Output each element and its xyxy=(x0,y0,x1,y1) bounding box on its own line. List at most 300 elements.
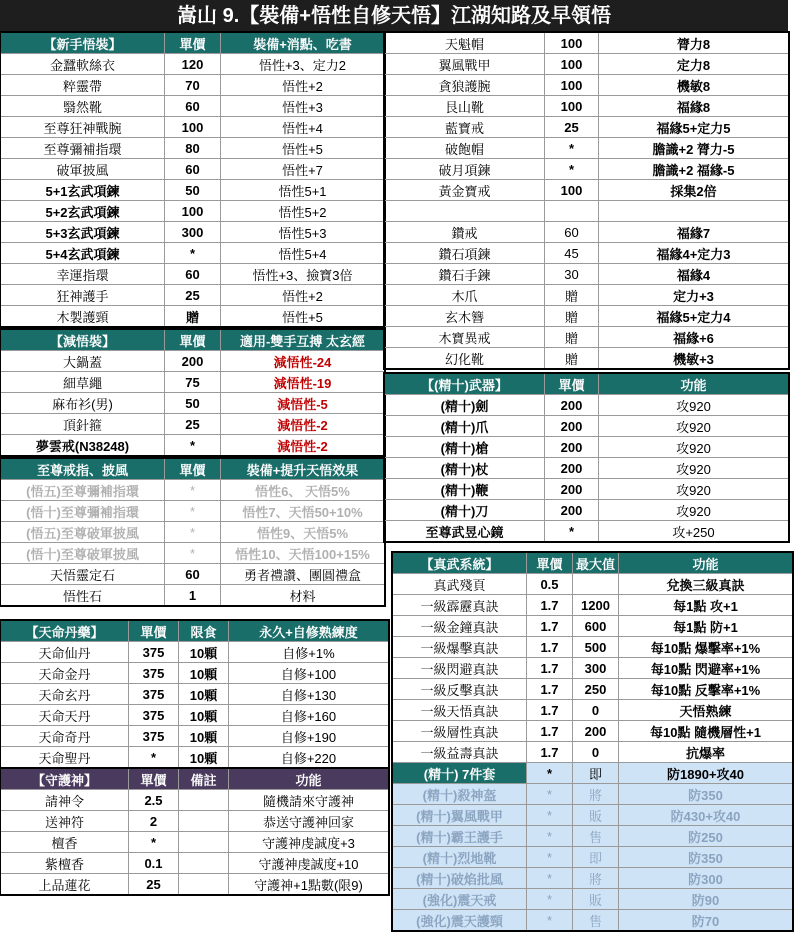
table-row xyxy=(1,372,385,393)
table-cell: * xyxy=(527,826,573,847)
table-cell: 10顆 xyxy=(179,684,229,705)
table-cell: 300 xyxy=(165,222,221,243)
table-cell: 25 xyxy=(165,414,221,435)
table-cell: 1.7 xyxy=(527,742,573,763)
table-cell: 一級金鐘真訣 xyxy=(393,616,527,637)
table-cell: 1.7 xyxy=(527,658,573,679)
header-cell: 【真武系統】 xyxy=(393,553,527,574)
table-cell: 貪狼護腕 xyxy=(385,75,545,96)
table-cell: 防250 xyxy=(619,826,793,847)
table-cell: 天命仙丹 xyxy=(1,642,129,663)
header-row xyxy=(1,330,385,351)
table-cell: 5+4玄武項鍊 xyxy=(1,243,165,264)
table-row xyxy=(1,285,385,306)
table-cell: 上品蓮花 xyxy=(1,874,129,895)
table-cell: 自修+130 xyxy=(229,684,389,705)
header-cell: 【天命丹藥】 xyxy=(1,621,129,642)
table-cell: 200 xyxy=(165,351,221,372)
table-cell: 藍寶戒 xyxy=(385,117,545,138)
table-row xyxy=(1,159,385,180)
table-cell: 福緣4+定力3 xyxy=(599,243,789,264)
table-cell: * xyxy=(165,543,221,564)
table-cell: 售 xyxy=(573,826,619,847)
table-row xyxy=(1,522,385,543)
table-cell: 攻920 xyxy=(599,500,789,521)
table-cell: 0 xyxy=(573,700,619,721)
table-cell xyxy=(573,574,619,595)
table-cell xyxy=(179,790,229,811)
table-cell: 悟性9、天悟5% xyxy=(221,522,385,543)
table-cell: 夢雲戒(N38248) xyxy=(1,435,165,456)
table-row xyxy=(393,805,793,826)
table-cell: (精十)殺神盔 xyxy=(393,784,527,805)
table-cell: 0.5 xyxy=(527,574,573,595)
table-row xyxy=(385,264,789,285)
table-row xyxy=(385,306,789,327)
table-cell: 防90 xyxy=(619,889,793,910)
table-row xyxy=(1,480,385,501)
table-cell: 200 xyxy=(545,479,599,500)
table-row xyxy=(393,679,793,700)
table-cell: 福緣5+定力4 xyxy=(599,306,789,327)
table-cell: (悟十)至尊破軍披風 xyxy=(1,543,165,564)
table-cell: 悟性+2 xyxy=(221,75,385,96)
table-cell: (精十) 7件套 xyxy=(393,763,527,784)
table-row xyxy=(1,96,385,117)
table-row xyxy=(1,705,389,726)
table-cell: 福緣8 xyxy=(599,96,789,117)
header-cell: 【新手悟裝】 xyxy=(1,33,165,54)
table-row xyxy=(1,351,385,372)
table-cell: 1.7 xyxy=(527,721,573,742)
table-cell: 玄木簪 xyxy=(385,306,545,327)
table-cell: 即 xyxy=(573,763,619,784)
table-row xyxy=(385,395,789,416)
table-cell: 至尊狂神戰腕 xyxy=(1,117,165,138)
table-cell: 木寶異戒 xyxy=(385,327,545,348)
table-cell: 幻化靴 xyxy=(385,348,545,369)
table-cell: 500 xyxy=(573,637,619,658)
table-cell: (強化)震天護頸 xyxy=(393,910,527,931)
table-cell: * xyxy=(129,747,179,768)
table-cell: 每10點 爆擊率+1% xyxy=(619,637,793,658)
table-cell: (精十)刀 xyxy=(385,500,545,521)
table-cell xyxy=(179,874,229,895)
header-cell: 功能 xyxy=(229,769,389,790)
table-cell: 減悟性-2 xyxy=(221,435,385,456)
table-cell: * xyxy=(527,868,573,889)
table-cell: 75 xyxy=(165,372,221,393)
table-row xyxy=(1,642,389,663)
supreme-gear-table xyxy=(0,458,385,606)
header-cell: 限食 xyxy=(179,621,229,642)
table-row xyxy=(385,180,789,201)
table-cell: 大鍋蓋 xyxy=(1,351,165,372)
table-cell: * xyxy=(545,521,599,542)
table-row xyxy=(393,616,793,637)
table-cell: 100 xyxy=(165,117,221,138)
table-cell: 悟性5+4 xyxy=(221,243,385,264)
table-cell: (悟十)至尊彌補指環 xyxy=(1,501,165,522)
table-cell: 200 xyxy=(545,395,599,416)
reduce-gear-table xyxy=(0,329,385,456)
table-row xyxy=(385,33,789,54)
table-cell: 60 xyxy=(165,96,221,117)
table-cell: 0.1 xyxy=(129,853,179,874)
table-cell: 天命聖丹 xyxy=(1,747,129,768)
table-cell: 防70 xyxy=(619,910,793,931)
table-row xyxy=(1,790,389,811)
table-cell: 防430+攻40 xyxy=(619,805,793,826)
table-cell: 一級天悟真訣 xyxy=(393,700,527,721)
header-cell: 裝備+提升天悟效果 xyxy=(221,459,385,480)
table-row xyxy=(393,700,793,721)
table-cell: 一級益壽真訣 xyxy=(393,742,527,763)
table-cell: 翼風戰甲 xyxy=(385,54,545,75)
table-cell: 攻920 xyxy=(599,458,789,479)
table-row xyxy=(1,243,385,264)
table-cell: 攻+250 xyxy=(599,521,789,542)
header-cell: 永久+自修熟練度 xyxy=(229,621,389,642)
table-cell: * xyxy=(545,159,599,180)
table-cell: 抗爆率 xyxy=(619,742,793,763)
table-cell: 金蠶軟絲衣 xyxy=(1,54,165,75)
pills-table xyxy=(0,620,389,768)
table-cell: 10顆 xyxy=(179,642,229,663)
table-cell: 60 xyxy=(165,564,221,585)
table-cell: 攻920 xyxy=(599,479,789,500)
table-cell: 自修+220 xyxy=(229,747,389,768)
table-cell: * xyxy=(527,910,573,931)
table-cell: 1.7 xyxy=(527,679,573,700)
table-cell: 請神令 xyxy=(1,790,129,811)
table-row xyxy=(1,585,385,606)
table-cell: 木製護頸 xyxy=(1,306,165,327)
table-cell xyxy=(545,201,599,222)
table-row xyxy=(1,138,385,159)
table-cell: 定力+3 xyxy=(599,285,789,306)
table-row xyxy=(385,327,789,348)
table-row xyxy=(1,180,385,201)
table-cell: 200 xyxy=(545,500,599,521)
table-cell: 1 xyxy=(165,585,221,606)
table-cell: 200 xyxy=(545,458,599,479)
weapons-table xyxy=(384,373,789,542)
header-cell: 單價 xyxy=(165,330,221,351)
table-cell: 破軍披風 xyxy=(1,159,165,180)
table-cell: 375 xyxy=(129,726,179,747)
table-cell: * xyxy=(527,805,573,826)
table-row xyxy=(1,853,389,874)
table-cell: 售 xyxy=(573,910,619,931)
table-cell: 破月項鍊 xyxy=(385,159,545,180)
table-cell: 一級爆擊真訣 xyxy=(393,637,527,658)
table-cell: 減悟性-19 xyxy=(221,372,385,393)
table-row xyxy=(1,117,385,138)
table-row xyxy=(385,96,789,117)
table-cell: 減悟性-5 xyxy=(221,393,385,414)
table-cell: 每10點 隨機層性+1 xyxy=(619,721,793,742)
table-cell: 120 xyxy=(165,54,221,75)
table-cell: 守護神虔誠度+10 xyxy=(229,853,389,874)
table-cell: 至尊彌補指環 xyxy=(1,138,165,159)
table-cell: 80 xyxy=(165,138,221,159)
attribute-gear-table xyxy=(384,32,789,369)
table-cell: 2 xyxy=(129,811,179,832)
table-cell: 25 xyxy=(545,117,599,138)
table-row xyxy=(385,416,789,437)
table-cell: 悟性7、天悟50+10% xyxy=(221,501,385,522)
table-row xyxy=(385,458,789,479)
table-cell: 天命玄丹 xyxy=(1,684,129,705)
table-cell: (悟五)至尊彌補指環 xyxy=(1,480,165,501)
table-cell: 5+3玄武項鍊 xyxy=(1,222,165,243)
table-cell: (精十)鞭 xyxy=(385,479,545,500)
table-cell: 自修+190 xyxy=(229,726,389,747)
table-row xyxy=(385,159,789,180)
table-cell: (精十)爪 xyxy=(385,416,545,437)
table-cell: 販 xyxy=(573,889,619,910)
table-cell: 25 xyxy=(165,285,221,306)
table-row xyxy=(1,747,389,768)
table-row xyxy=(385,479,789,500)
header-cell: 最大值 xyxy=(573,553,619,574)
table-cell: 200 xyxy=(545,437,599,458)
table-cell: 天悟熟練 xyxy=(619,700,793,721)
novice-gear-table xyxy=(0,32,385,327)
header-cell: 至尊戒指、披風 xyxy=(1,459,165,480)
table-cell: 悟性+2 xyxy=(221,285,385,306)
table-cell: (精十)劍 xyxy=(385,395,545,416)
table-cell: 減悟性-24 xyxy=(221,351,385,372)
table-cell: 攻920 xyxy=(599,416,789,437)
table-row xyxy=(385,500,789,521)
header-cell: 單價 xyxy=(165,459,221,480)
table-cell: 1200 xyxy=(573,595,619,616)
table-cell: 鑽戒 xyxy=(385,222,545,243)
table-cell: 60 xyxy=(165,264,221,285)
table-cell: 細草繩 xyxy=(1,372,165,393)
table-row xyxy=(1,222,385,243)
table-cell: 頂針箍 xyxy=(1,414,165,435)
table-row xyxy=(393,847,793,868)
table-cell: * xyxy=(129,832,179,853)
table-row xyxy=(385,138,789,159)
table-cell: (精十)翼風戰甲 xyxy=(393,805,527,826)
table-cell: 勇者禮讚、團圓禮盒 xyxy=(221,564,385,585)
table-cell: 販 xyxy=(573,805,619,826)
table-cell: 恭送守護神回家 xyxy=(229,811,389,832)
table-row xyxy=(385,348,789,369)
table-cell: 250 xyxy=(573,679,619,700)
header-cell: 備註 xyxy=(179,769,229,790)
table-cell: 天命金丹 xyxy=(1,663,129,684)
header-cell: 單價 xyxy=(129,621,179,642)
table-cell: 防350 xyxy=(619,847,793,868)
table-row xyxy=(393,574,793,595)
table-cell: (精十)杖 xyxy=(385,458,545,479)
table-cell: 100 xyxy=(545,96,599,117)
table-cell: 悟性+3、定力2 xyxy=(221,54,385,75)
table-cell: 贈 xyxy=(545,348,599,369)
table-cell: (精十)破焰批風 xyxy=(393,868,527,889)
table-cell: 300 xyxy=(573,658,619,679)
table-row xyxy=(393,889,793,910)
table-cell: 將 xyxy=(573,784,619,805)
table-row xyxy=(385,117,789,138)
table-cell: 艮山靴 xyxy=(385,96,545,117)
table-cell: 自修+100 xyxy=(229,663,389,684)
table-row xyxy=(385,75,789,96)
header-cell: 單價 xyxy=(545,374,599,395)
header-cell: 單價 xyxy=(129,769,179,790)
table-cell: 送神符 xyxy=(1,811,129,832)
table-cell: 10顆 xyxy=(179,726,229,747)
table-cell: 防300 xyxy=(619,868,793,889)
table-row xyxy=(1,393,385,414)
table-cell: 破飽帽 xyxy=(385,138,545,159)
table-cell: 即 xyxy=(573,847,619,868)
table-cell: 200 xyxy=(545,416,599,437)
table-row xyxy=(393,595,793,616)
table-cell: 1.7 xyxy=(527,637,573,658)
table-cell: 悟性石 xyxy=(1,585,165,606)
table-cell: 福緣5+定力5 xyxy=(599,117,789,138)
table-cell: 100 xyxy=(545,75,599,96)
table-cell: * xyxy=(165,435,221,456)
table-row xyxy=(1,201,385,222)
table-cell: 守護神虔誠度+3 xyxy=(229,832,389,853)
table-row xyxy=(393,763,793,784)
table-cell: 天命天丹 xyxy=(1,705,129,726)
table-cell: 100 xyxy=(545,54,599,75)
table-cell: 隨機請來守護神 xyxy=(229,790,389,811)
table-row xyxy=(1,832,389,853)
table-row xyxy=(1,811,389,832)
table-cell: 粹靈帶 xyxy=(1,75,165,96)
table-cell: 至尊武昱心鏡 xyxy=(385,521,545,542)
table-cell: 材料 xyxy=(221,585,385,606)
table-cell xyxy=(179,832,229,853)
table-cell: 一級層性真訣 xyxy=(393,721,527,742)
table-cell: 悟性+7 xyxy=(221,159,385,180)
table-cell: * xyxy=(527,763,573,784)
table-cell: 100 xyxy=(545,180,599,201)
table-cell: 麻布衫(男) xyxy=(1,393,165,414)
table-row xyxy=(1,75,385,96)
header-row xyxy=(1,459,385,480)
table-cell: 鑽石手鍊 xyxy=(385,264,545,285)
table-cell: * xyxy=(545,138,599,159)
table-cell: 守護神+1點數(限9) xyxy=(229,874,389,895)
table-cell: 紫檀香 xyxy=(1,853,129,874)
table-cell: 福緣7 xyxy=(599,222,789,243)
header-row xyxy=(1,621,389,642)
table-cell: 70 xyxy=(165,75,221,96)
table-row xyxy=(1,306,385,327)
table-cell: 翳然靴 xyxy=(1,96,165,117)
table-cell: 悟性+5 xyxy=(221,306,385,327)
table-cell: 一級霹靂真訣 xyxy=(393,595,527,616)
table-cell: 鑽石項鍊 xyxy=(385,243,545,264)
table-row xyxy=(1,264,385,285)
table-row xyxy=(1,501,385,522)
table-cell: * xyxy=(527,784,573,805)
table-cell: 膂力8 xyxy=(599,33,789,54)
table-cell: 贈 xyxy=(165,306,221,327)
table-cell: 定力8 xyxy=(599,54,789,75)
table-cell: * xyxy=(165,480,221,501)
table-cell: 贈 xyxy=(545,306,599,327)
table-cell: (精十)霸王護手 xyxy=(393,826,527,847)
table-cell: 真武殘頁 xyxy=(393,574,527,595)
table-row xyxy=(393,910,793,931)
table-cell: 悟性+3、撿寶3倍 xyxy=(221,264,385,285)
table-cell: 悟性+3 xyxy=(221,96,385,117)
table-cell: 將 xyxy=(573,868,619,889)
table-cell: 採集2倍 xyxy=(599,180,789,201)
table-row xyxy=(385,243,789,264)
header-cell: 適用-雙手互搏 太玄經 xyxy=(221,330,385,351)
table-row xyxy=(1,874,389,895)
header-cell: 單價 xyxy=(527,553,573,574)
table-cell: 黃金寶戒 xyxy=(385,180,545,201)
table-cell: 自修+1% xyxy=(229,642,389,663)
table-cell: 每1點 攻+1 xyxy=(619,595,793,616)
table-cell xyxy=(599,201,789,222)
table-cell: 攻920 xyxy=(599,395,789,416)
table-row xyxy=(393,658,793,679)
table-cell: 攻920 xyxy=(599,437,789,458)
page-title: 嵩山 9.【裝備+悟性自修天悟】江湖知路及早領悟 xyxy=(0,0,788,32)
table-cell: * xyxy=(165,501,221,522)
table-cell: 30 xyxy=(545,264,599,285)
table-cell: 60 xyxy=(165,159,221,180)
header-cell: 【(精十)武器】 xyxy=(385,374,545,395)
table-row xyxy=(393,784,793,805)
table-row xyxy=(1,414,385,435)
table-row xyxy=(393,637,793,658)
table-cell: 2.5 xyxy=(129,790,179,811)
table-cell: 天魁帽 xyxy=(385,33,545,54)
table-cell xyxy=(385,201,545,222)
table-cell: 一級反擊真訣 xyxy=(393,679,527,700)
header-cell: 【守護神】 xyxy=(1,769,129,790)
table-cell: * xyxy=(165,243,221,264)
table-cell: 每10點 反擊率+1% xyxy=(619,679,793,700)
table-cell: 悟性5+3 xyxy=(221,222,385,243)
table-row xyxy=(393,826,793,847)
table-cell: 天悟靈定石 xyxy=(1,564,165,585)
table-cell: 5+2玄武項鍊 xyxy=(1,201,165,222)
table-cell: 減悟性-2 xyxy=(221,414,385,435)
table-cell: 1.7 xyxy=(527,700,573,721)
table-cell: * xyxy=(527,889,573,910)
table-cell: 45 xyxy=(545,243,599,264)
table-row xyxy=(385,201,789,222)
table-cell: (強化)震天戒 xyxy=(393,889,527,910)
table-row xyxy=(385,285,789,306)
table-cell: 福緣+6 xyxy=(599,327,789,348)
table-row xyxy=(385,54,789,75)
table-cell: 25 xyxy=(129,874,179,895)
header-cell: 單價 xyxy=(165,33,221,54)
table-cell: 贈 xyxy=(545,285,599,306)
table-cell: 防350 xyxy=(619,784,793,805)
table-row xyxy=(1,726,389,747)
table-cell: 100 xyxy=(545,33,599,54)
guardian-table xyxy=(0,768,389,895)
